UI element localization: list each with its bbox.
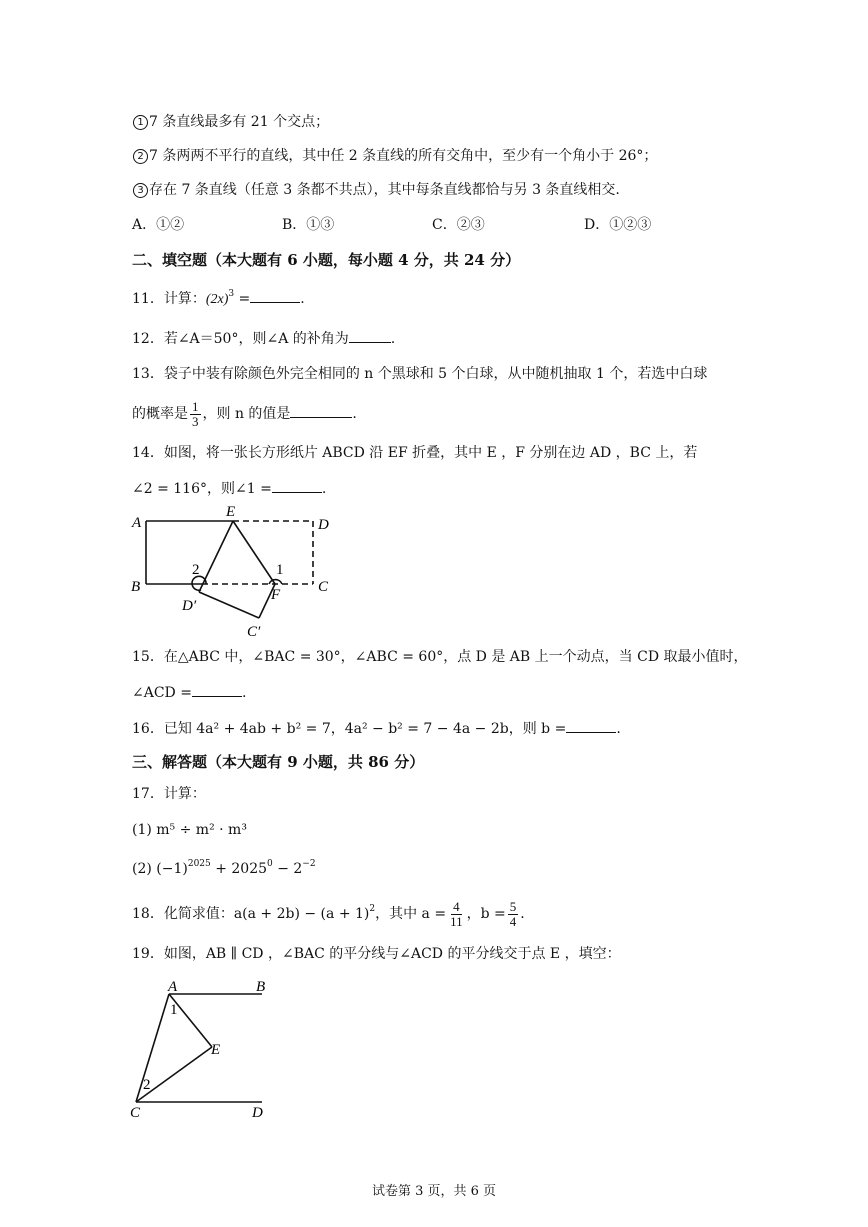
- q12-answer-blank[interactable]: [349, 328, 391, 343]
- fig14-label-c: C: [318, 579, 329, 595]
- statement-2-text: 7 条两两不平行的直线，其中任 2 条直线的所有交角中，至少有一个角小于 26°；: [149, 148, 658, 164]
- fig14-label-c-prime: C′: [247, 624, 261, 640]
- fig19-label-a: A: [168, 979, 178, 995]
- q13-numerator: 1: [192, 398, 199, 414]
- q13-fraction: [190, 400, 201, 429]
- q18-b-fraction: [508, 900, 519, 929]
- q11-exponent: 3: [228, 289, 235, 299]
- statement-3: [132, 180, 620, 200]
- fig14-label-d-prime: D′: [182, 598, 197, 614]
- question-16: 16．已知 4a² + 4ab + b² = 7，4a² − b² = 7 − 4a − 2b，则 b = .: [132, 718, 621, 739]
- fig19-angle-1-label: 1: [170, 1002, 178, 1018]
- q13-denominator: 3: [192, 413, 199, 429]
- q16-text: 16．已知 4a² + 4ab + b² = 7，4a² − b² = 7 − 4a − 2b，则 b =: [132, 721, 567, 737]
- section-2-title: 二、填空题（本大题有 6 小题，每小题 4 分，共 24 分）: [132, 251, 521, 269]
- q18-a-fraction: [448, 900, 465, 929]
- question-14-line-2: ∠2 = 116°，则∠1 = .: [132, 478, 326, 499]
- fig19-line-ce: [136, 1047, 212, 1102]
- question-19: 19．如图，AB ∥ CD ，∠BAC 的平分线与∠ACD 的平分线交于点 E ，填空：: [132, 946, 621, 962]
- fig19-label-e: E: [211, 1042, 221, 1058]
- q13-post: ，则 n 的值是: [202, 406, 291, 422]
- q18-b-denominator: 4: [509, 913, 517, 929]
- q18-b-numerator: 5: [509, 898, 517, 914]
- question-14-line-1: 14．如图，将一张长方形纸片 ABCD 沿 EF 折叠，其中 E ，F 分别在边 AD ，BC 上，若: [132, 445, 698, 461]
- q17-p2-base: (2) (−1): [132, 861, 188, 877]
- q15-answer-blank[interactable]: [192, 682, 242, 697]
- question-11: 11．计算：$(2x)^3$ = .: [132, 289, 305, 307]
- q18-a-denominator: 11: [450, 913, 463, 929]
- option-b-value: ①③: [306, 217, 335, 233]
- q11-answer-blank[interactable]: [250, 288, 300, 303]
- statement-1: [132, 112, 329, 132]
- option-d[interactable]: [584, 215, 651, 235]
- fig19-angle-2-label: 2: [143, 1077, 151, 1093]
- q15-line-2-text: ∠ACD =: [132, 685, 192, 701]
- answer-options: [132, 215, 732, 235]
- q17-p2-exp-1: 2025: [187, 859, 211, 869]
- option-d-value: ①②③: [609, 217, 652, 233]
- q12-text: 12．若∠A＝50°，则∠A 的补角为: [132, 331, 349, 347]
- q11-prefix: 11．计算：: [132, 291, 206, 307]
- question-15-line-2: ∠ACD = .: [132, 682, 246, 703]
- fig19-label-d: D: [252, 1105, 263, 1121]
- page-footer: 试卷第 3 页，共 6 页: [371, 1184, 497, 1199]
- figure-19-parallel-lines-diagram: [126, 972, 286, 1122]
- q13-pre: 的概率是: [132, 406, 188, 422]
- fig14-angle-1-label: 1: [276, 562, 284, 578]
- option-a[interactable]: [132, 215, 184, 235]
- option-c-label: C．: [432, 217, 457, 233]
- question-17-title: 17．计算：: [132, 786, 206, 802]
- option-d-label: D．: [584, 217, 610, 233]
- q14-line-2-text: ∠2 = 116°，则∠1 =: [132, 481, 272, 497]
- question-12: 12．若∠A＝50°，则∠A 的补角为 .: [132, 328, 395, 349]
- statement-2: [132, 146, 657, 166]
- q11-expr: (2x): [205, 292, 229, 307]
- fig19-line-ac: [136, 994, 169, 1102]
- circled-number-2: 2: [133, 149, 148, 164]
- question-17-part-1: (1) m⁵ ÷ m² · m³: [132, 822, 247, 838]
- q14-answer-blank[interactable]: [272, 478, 322, 493]
- fig14-angle-2-label: 2: [192, 562, 200, 578]
- question-13-line-1: 13．袋子中装有除颜色外完全相同的 n 个黑球和 5 个白球，从中随机抽取 1 个，若选中白球: [132, 366, 708, 382]
- q17-p2-term-2: + 2025: [210, 861, 268, 877]
- q18-end: .: [520, 906, 525, 922]
- fig14-label-e: E: [226, 504, 236, 520]
- q18-a-numerator: 4: [453, 898, 460, 914]
- option-a-value: ①②: [156, 217, 185, 233]
- statement-1-text: 7 条直线最多有 21 个交点；: [149, 114, 330, 130]
- option-a-label: A．: [132, 217, 157, 233]
- option-b-label: B．: [282, 217, 307, 233]
- circled-number-3: 3: [133, 183, 148, 198]
- question-18: [132, 896, 525, 932]
- question-17-part-2: [132, 859, 316, 879]
- q13-answer-blank[interactable]: [290, 403, 352, 418]
- q11-equals: =: [234, 291, 251, 307]
- q16-answer-blank[interactable]: [566, 718, 616, 733]
- option-b[interactable]: [282, 215, 334, 235]
- q18-where-b: ，b =: [466, 906, 506, 922]
- question-13-line-2: 的概率是 $\frac{1}{3}$ ，则 n 的值是 .: [132, 398, 357, 429]
- fig14-edge-ef: [233, 521, 275, 584]
- fig14-label-d: D: [318, 517, 329, 533]
- option-c-value: ②③: [456, 217, 485, 233]
- q18-where-a: ，其中 a =: [375, 906, 447, 922]
- q17-p2-exp-3: −2: [302, 859, 316, 869]
- fig14-label-b: B: [131, 579, 141, 595]
- fig19-label-c: C: [130, 1105, 141, 1121]
- fig14-edge-ed-prime: [199, 521, 233, 592]
- statement-3-text: 存在 7 条直线（任意 3 条都不共点），其中每条直线都恰与另 3 条直线相交.: [149, 182, 620, 198]
- q17-p2-exp-2: 0: [267, 859, 273, 869]
- fig14-label-a: A: [132, 515, 142, 531]
- circled-number-1: 1: [133, 115, 148, 130]
- figure-14-fold-diagram: [126, 500, 356, 645]
- fig14-label-f: F: [271, 587, 281, 603]
- question-15-line-1: 15．在△ABC 中，∠BAC = 30°，∠ABC = 60°，点 D 是 AB 上一个动点，当 CD 取最小值时，: [132, 649, 748, 665]
- fig19-label-b: B: [256, 979, 266, 995]
- q18-expression: 18．化简求值：a(a + 2b) − (a + 1): [132, 906, 370, 922]
- section-3-title: 三、解答题（本大题有 9 小题，共 86 分）: [132, 753, 425, 771]
- q18-exponent: 2: [369, 904, 376, 914]
- fig14-edge-d-prime-c-prime: [199, 592, 259, 618]
- q17-p2-term-3: − 2: [272, 861, 303, 877]
- option-c[interactable]: [432, 215, 485, 235]
